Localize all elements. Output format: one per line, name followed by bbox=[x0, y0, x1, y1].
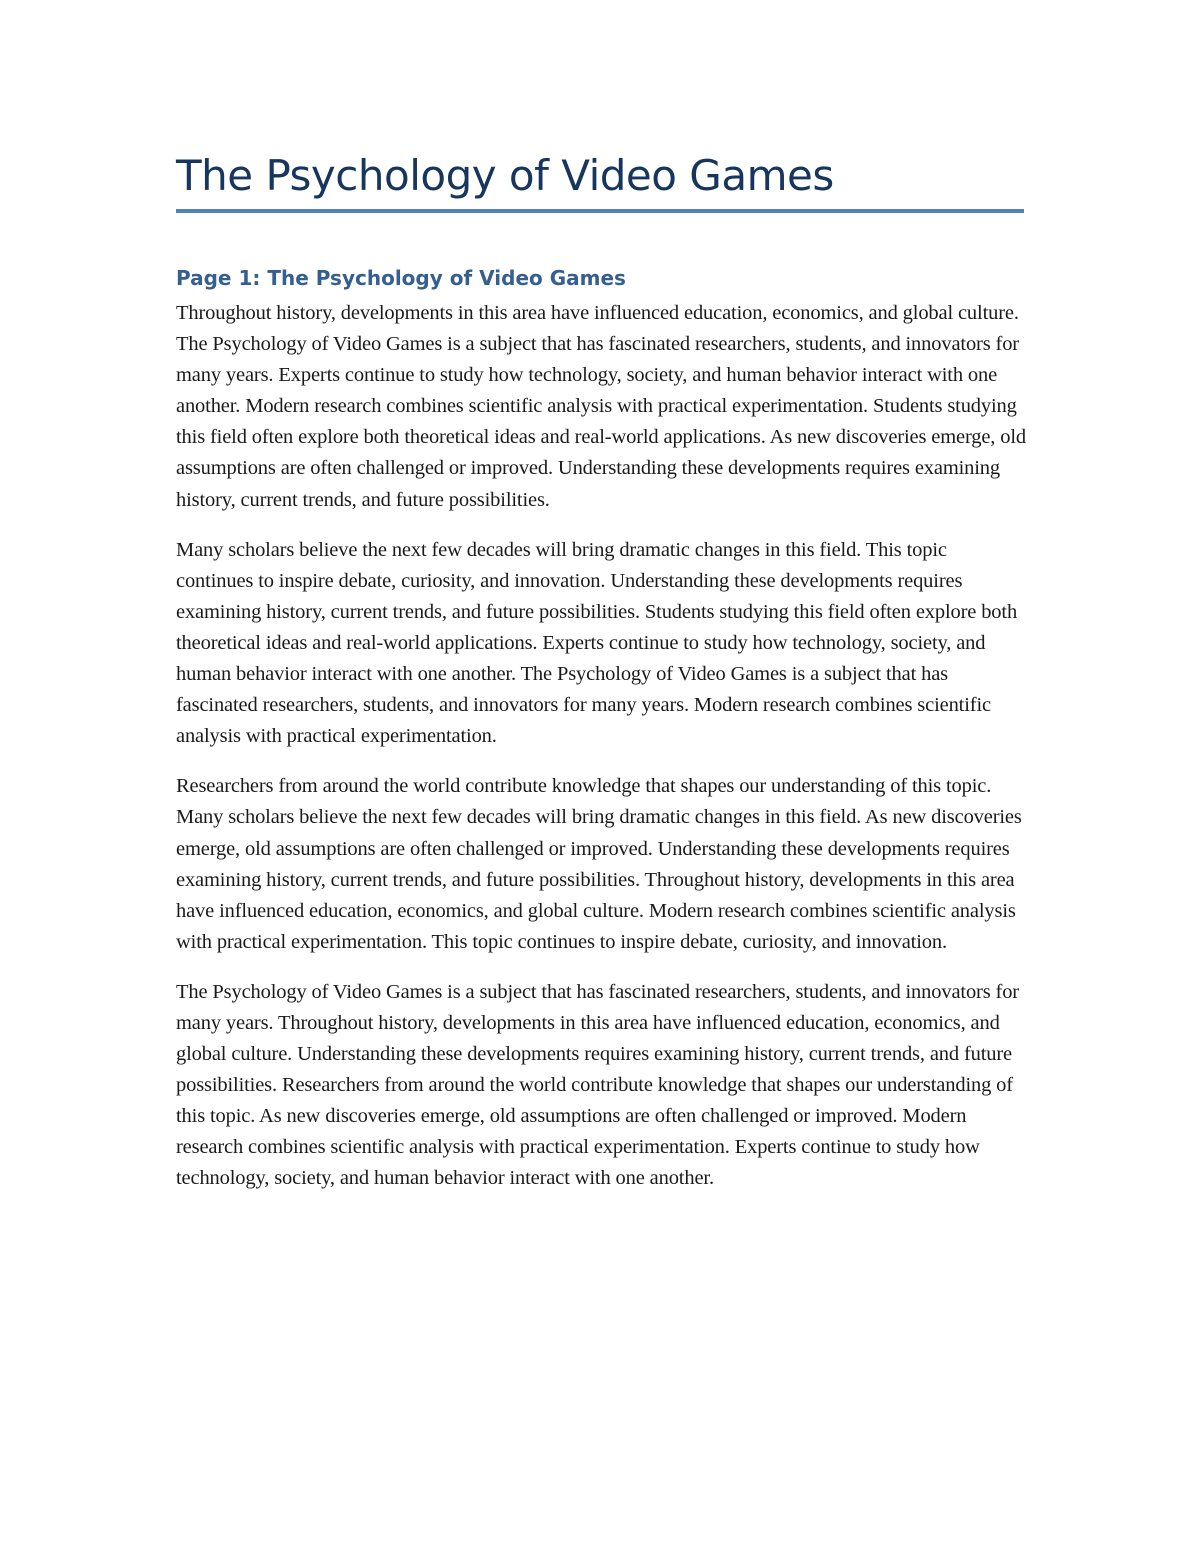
paragraph-1: Throughout history, developments in this area have influenced education, economics, and global culture. The Psychology of Video Games is a subject that has fascinated researchers, students, and innovators for many years. Experts continue to study how technology, society, and human behavior interact with one another. Modern research combines scientific analysis with practical experimentation. Students studying this field often explore both theoretical ideas and real-world applications. As new discoveries emerge, old assumptions are often challenged or improved. Understanding these developments requires examining history, current trends, and future possibilities. bbox=[176, 302, 1026, 511]
document-title: The Psychology of Video Games bbox=[176, 151, 834, 200]
section-heading: Page 1: The Psychology of Video Games bbox=[176, 266, 626, 290]
paragraph-2: Many scholars believe the next few decades will bring dramatic changes in this field. This topic continues to inspire debate, curiosity, and innovation. Understanding these developments requires examining history, current trends, and future possibilities. Students studying this field often explore both theoretical ideas and real-world applications. Experts continue to study how technology, society, and human behavior interact with one another. The Psychology of Video Games is a subject that has fascinated researchers, students, and innovators for many years. Modern research combines scientific analysis with practical experimentation. bbox=[176, 538, 1018, 748]
paragraph-3: Researchers from around the world contribute knowledge that shapes our understanding of this topic. Many scholars believe the next few decades will bring dramatic changes in this field. As new discoveries emerge, old assumptions are often challenged or improved. Understanding these developments requires examining history, current trends, and future possibilities. Throughout history, developments in this area have influenced education, economics, and global culture. Modern research combines scientific analysis with practical experimentation. This topic continues to inspire debate, curiosity, and innovation. bbox=[176, 775, 1022, 953]
paragraph-4: The Psychology of Video Games is a subject that has fascinated researchers, students, and innovators for many years. Throughout history, developments in this area have influenced education, economics, and global culture. Understanding these developments requires examining history, current trends, and future possibilities. Researchers from around the world contribute knowledge that shapes our understanding of this topic. As new discoveries emerge, old assumptions are often challenged or improved. Modern research combines scientific analysis with practical experimentation. Experts continue to study how technology, society, and human behavior interact with one another. bbox=[176, 980, 1019, 1190]
title-underline-rule bbox=[176, 209, 1024, 213]
body-text bbox=[176, 298, 1026, 1214]
